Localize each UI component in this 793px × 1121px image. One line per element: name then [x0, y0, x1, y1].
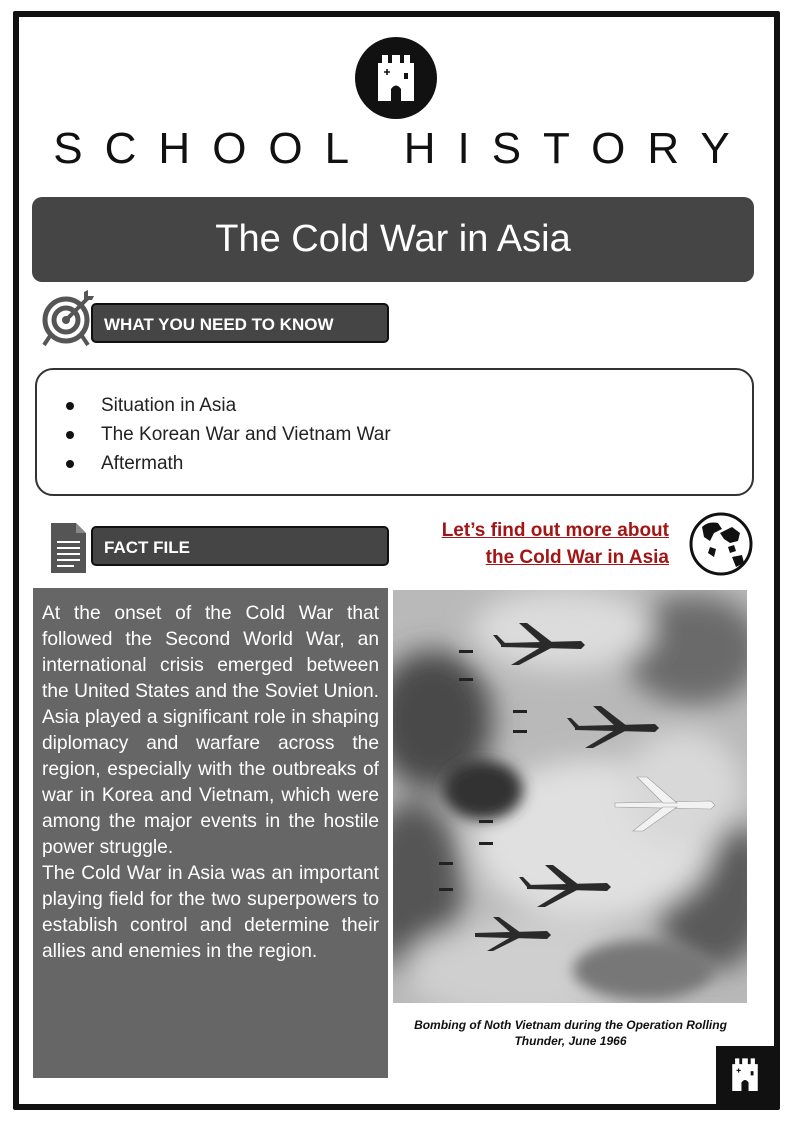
- bombing-photo: [393, 590, 747, 1003]
- know-section-heading: WHAT YOU NEED TO KNOW: [91, 303, 389, 343]
- learn-more-link[interactable]: [389, 517, 669, 571]
- page-title: The Cold War in Asia: [32, 197, 754, 282]
- list-item: The Korean War and Vietnam War: [62, 420, 391, 449]
- fact-section-heading: FACT FILE: [91, 526, 389, 566]
- list-item: Situation in Asia: [62, 391, 391, 420]
- castle-logo-icon: [355, 37, 437, 119]
- list-item: Aftermath: [62, 449, 391, 478]
- link-line-1[interactable]: Let’s find out more about: [441, 520, 669, 541]
- link-line-2[interactable]: the Cold War in Asia: [485, 547, 669, 568]
- fact-file-text: [33, 588, 388, 1078]
- document-icon: [48, 520, 90, 581]
- know-box: [35, 368, 754, 496]
- brand-name: SCHOOL HISTORY: [53, 124, 752, 173]
- fact-paragraph: At the onset of the Cold War that followed the Second World War, an international crisis emerged between the United States and the Soviet Union. Asia played a significant role in shaping diplomacy and warfare across the region, especially with the outbreaks of war in Korea and Vietnam, which were among the major events in the hostile power struggle.: [42, 603, 379, 858]
- corner-castle-icon: [716, 1046, 774, 1104]
- target-icon: [40, 290, 96, 353]
- photo-caption: Bombing of Noth Vietnam during the Operation Rolling Thunder, June 1966: [414, 1018, 727, 1048]
- globe-icon: [688, 511, 754, 582]
- fact-paragraph: The Cold War in Asia was an important playing field for the two superpowers to establish control and determine their allies and enemies in the region.: [42, 863, 379, 962]
